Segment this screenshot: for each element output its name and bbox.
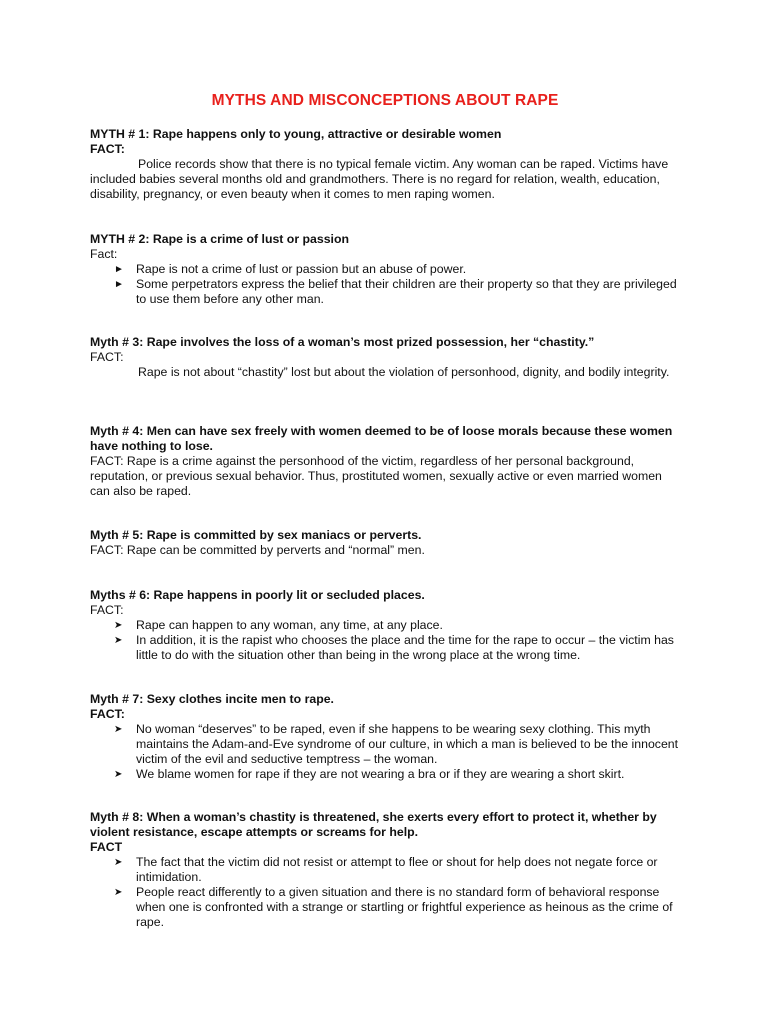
fact-paragraph: Police records show that there is no typical female victim. Any woman can be raped. Victims have included babies several months old and grandmothers. There is no regard for relation, wealth, education, disability, pregnancy, or even beauty when it comes to men raping women. xyxy=(90,157,669,201)
myth-heading: Myth # 3: Rape involves the loss of a woman’s most prized possession, her “chastity.” xyxy=(90,335,595,349)
bullet-text: The fact that the victim did not resist or attempt to flee or shout for help does not negate force or intimidation. xyxy=(136,855,658,884)
myth-heading: Myth # 7: Sexy clothes incite men to rape. xyxy=(90,692,334,706)
fact-label: FACT: xyxy=(90,603,124,617)
myth-section xyxy=(90,335,680,380)
fact-label: FACT: xyxy=(90,707,125,721)
myth-section xyxy=(90,692,680,782)
fact-bullet-list xyxy=(90,618,680,663)
fact-bullet-list xyxy=(90,855,680,930)
bullet-text: People react differently to a given situation and there is no standard form of behavioral response when one is confronted with a strange or startling or frightful experience as heinous as the crime of rape. xyxy=(136,885,673,929)
fact-label: FACT: xyxy=(90,142,125,156)
list-item xyxy=(90,633,680,663)
arrow-bullet-icon: ➤ xyxy=(114,620,123,631)
triangle-bullet-icon: ► xyxy=(114,279,124,290)
fact-paragraph: Rape is not about “chastity” lost but about the violation of personhood, dignity, and bodily integrity. xyxy=(138,365,670,379)
myth-section xyxy=(90,232,680,307)
fact-label: FACT: xyxy=(90,350,124,364)
list-item xyxy=(90,262,680,277)
bullet-text: No woman “deserves” to be raped, even if she happens to be wearing sexy clothing. This myth maintains the Adam-and-Eve syndrome of our culture, in which a man is believed to be the innocent victim of the evil and seductive temptress – the woman. xyxy=(136,722,679,766)
arrow-bullet-icon: ➤ xyxy=(114,769,123,780)
fact-paragraph: FACT: Rape can be committed by perverts and “normal” men. xyxy=(90,543,425,557)
bullet-text: We blame women for rape if they are not wearing a bra or if they are wearing a short skirt. xyxy=(136,767,625,781)
myth-heading: Myth # 4: Men can have sex freely with women deemed to be of loose morals because these women have nothing to lose. xyxy=(90,424,673,453)
myth-section xyxy=(90,528,680,558)
list-item xyxy=(90,767,680,782)
myth-heading: Myth # 5: Rape is committed by sex maniacs or perverts. xyxy=(90,528,422,542)
bullet-text: Rape can happen to any woman, any time, at any place. xyxy=(136,618,443,632)
list-item xyxy=(90,855,680,885)
bullet-text: Some perpetrators express the belief that their children are their property so that they are privileged to use them before any other man. xyxy=(136,277,677,306)
myth-section xyxy=(90,424,680,499)
fact-paragraph: FACT: Rape is a crime against the personhood of the victim, regardless of her personal background, reputation, or previous sexual behavior. Thus, prostituted women, sexually active or even married women can also be raped. xyxy=(90,454,662,498)
triangle-bullet-icon: ► xyxy=(114,264,124,275)
bullet-text: In addition, it is the rapist who chooses the place and the time for the rape to occur – the victim has little to do with the situation other than being in the wrong place at the wrong time. xyxy=(136,633,674,662)
fact-bullet-list xyxy=(90,722,680,782)
list-item xyxy=(90,618,680,633)
fact-bullet-list xyxy=(90,262,680,307)
myth-heading: Myth # 8: When a woman’s chastity is threatened, she exerts every effort to protect it, whether by violent resistance, escape attempts or screams for help. xyxy=(90,810,657,839)
document-title: MYTHS AND MISCONCEPTIONS ABOUT RAPE xyxy=(211,92,559,109)
fact-label: FACT xyxy=(90,840,123,854)
fact-label: Fact: xyxy=(90,247,118,261)
myth-section xyxy=(90,127,680,202)
list-item xyxy=(90,885,680,930)
myth-heading: MYTH # 2: Rape is a crime of lust or passion xyxy=(90,232,349,246)
list-item xyxy=(90,277,680,307)
myth-section xyxy=(90,588,680,663)
arrow-bullet-icon: ➤ xyxy=(114,857,123,868)
list-item xyxy=(90,722,680,767)
arrow-bullet-icon: ➤ xyxy=(114,635,123,646)
bullet-text: Rape is not a crime of lust or passion but an abuse of power. xyxy=(136,262,467,276)
arrow-bullet-icon: ➤ xyxy=(114,724,123,735)
myth-section xyxy=(90,810,680,930)
arrow-bullet-icon: ➤ xyxy=(114,887,123,898)
myth-heading: Myths # 6: Rape happens in poorly lit or secluded places. xyxy=(90,588,425,602)
myth-heading: MYTH # 1: Rape happens only to young, attractive or desirable women xyxy=(90,127,502,141)
